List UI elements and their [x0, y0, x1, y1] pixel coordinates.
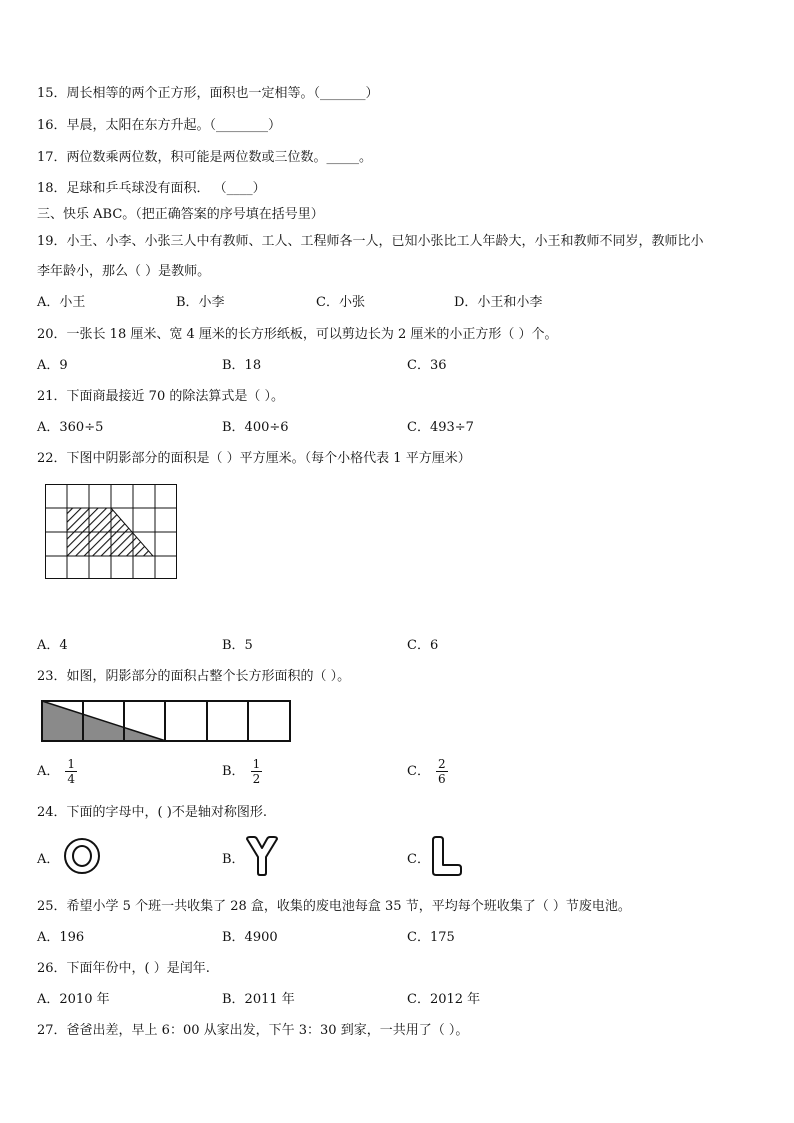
letter-y-icon [244, 835, 280, 877]
question-24: 24．下面的字母中，( )不是轴对称图形. [37, 805, 267, 820]
q23-option-b-label: B． [222, 764, 245, 779]
q20-option-c[interactable]: C．36 [407, 358, 447, 373]
q24-option-c-label: C． [407, 852, 430, 867]
q19-option-c[interactable]: C．小张 [316, 295, 365, 310]
q23-option-b[interactable] [222, 757, 262, 786]
rectangle-figure [40, 699, 294, 743]
q26-option-b[interactable]: B．2011 年 [222, 992, 295, 1007]
question-22: 22．下图中阴影部分的面积是（ ）平方厘米。（每个小格代表 1 平方厘米） [37, 451, 471, 466]
q21-option-a[interactable]: A．360÷5 [37, 420, 104, 435]
fraction-c [436, 757, 448, 786]
q23-option-a-label: A． [37, 764, 60, 779]
q20-option-b[interactable]: B．18 [222, 358, 262, 373]
q25-option-a[interactable]: A．196 [37, 930, 85, 945]
question-25: 25．希望小学 5 个班一共收集了 28 盒，收集的废电池每盒 35 节，平均每个班收集了（ ）节废电池。 [37, 899, 631, 914]
fraction-a [65, 757, 77, 786]
fraction-c-numerator: 2 [437, 757, 446, 771]
question-20: 20．一张长 18 厘米、宽 4 厘米的长方形纸板，可以剪边长为 2 厘米的小正方形（ ）个。 [37, 327, 558, 342]
question-18: 18．足球和乒乓球没有面积． （____） [37, 181, 266, 196]
letter-o-icon [62, 836, 102, 876]
q23-option-c[interactable] [407, 757, 448, 786]
fraction-c-denominator: 6 [437, 772, 446, 786]
q24-option-b[interactable] [222, 848, 245, 867]
q19-option-b[interactable]: B．小李 [176, 295, 225, 310]
question-19-line-1: 19．小王、小李、小张三人中有教师、工人、工程师各一人，已知小张比工人年龄大，小王和教师不同岁，教师比小 [37, 234, 704, 249]
q22-option-c[interactable]: C．6 [407, 638, 439, 653]
q22-option-b[interactable]: B．5 [222, 638, 253, 653]
grid-figure [45, 484, 179, 580]
q25-option-b[interactable]: B．4900 [222, 930, 278, 945]
q22-option-a[interactable]: A．4 [37, 638, 68, 653]
question-15: 15．周长相等的两个正方形，面积也一定相等。（_______） [37, 86, 379, 101]
q26-option-a[interactable]: A．2010 年 [37, 992, 110, 1007]
q23-option-c-label: C． [407, 764, 430, 779]
q21-option-b[interactable]: B．400÷6 [222, 420, 289, 435]
q25-option-c[interactable]: C．175 [407, 930, 455, 945]
question-21: 21．下面商最接近 70 的除法算式是（ ）。 [37, 389, 284, 404]
q24-option-b-label: B． [222, 852, 245, 867]
fraction-b-denominator: 2 [252, 772, 261, 786]
fraction-b-numerator: 1 [252, 757, 261, 771]
letter-l-icon [430, 835, 464, 877]
q19-option-a[interactable]: A．小王 [37, 295, 86, 310]
section-3-heading: 三、快乐 ABC。（把正确答案的序号填在括号里） [37, 207, 324, 222]
question-26: 26．下面年份中，( ）是闰年. [37, 961, 210, 976]
q24-option-a[interactable] [37, 848, 59, 867]
q20-option-a[interactable]: A．9 [37, 358, 68, 373]
q24-option-a-label: A． [37, 852, 60, 867]
question-27: 27．爸爸出差，早上 6：00 从家出发，下午 3：30 到家，一共用了（ ）。 [37, 1023, 469, 1038]
question-23: 23．如图，阴影部分的面积占整个长方形面积的（ ）。 [37, 669, 351, 684]
q19-option-d[interactable]: D．小王和小李 [454, 295, 543, 310]
q24-option-c[interactable] [407, 848, 430, 867]
question-19-line-2: 李年龄小，那么（ ）是教师。 [37, 264, 211, 279]
fraction-b [251, 757, 263, 786]
question-17: 17．两位数乘两位数，积可能是两位数或三位数。_____。 [37, 150, 373, 165]
q23-option-a[interactable] [37, 757, 77, 786]
question-16: 16．早晨，太阳在东方升起。（________） [37, 118, 282, 133]
q21-option-c[interactable]: C．493÷7 [407, 420, 474, 435]
fraction-a-denominator: 4 [67, 772, 76, 786]
q26-option-c[interactable]: C．2012 年 [407, 992, 481, 1007]
fraction-a-numerator: 1 [67, 757, 76, 771]
